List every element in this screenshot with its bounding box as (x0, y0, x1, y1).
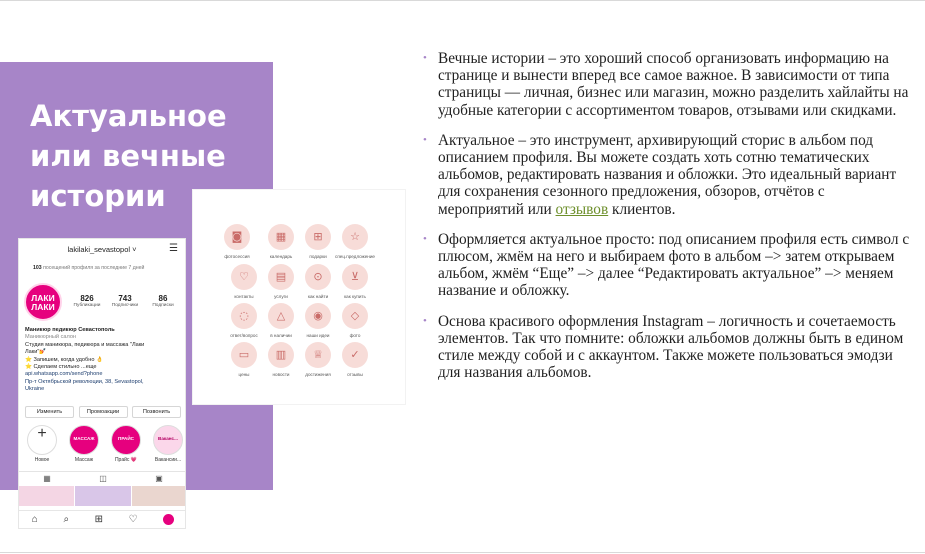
highlight-price[interactable] (107, 425, 145, 463)
instagram-profile-screenshot (18, 238, 186, 529)
heart-icon: ♡ (231, 264, 257, 290)
bullet-paragraph-1: • Вечные истории – это хороший способ организовать информацию на странице и вынести вперед все самое важное. В зависимости от типа страницы — личная, бизнес или магазин, можно разделить хайлайты на удобные категории с ассортиментом товаров, отзывами или скидками. (423, 50, 913, 119)
highlight-cover-item (335, 264, 375, 299)
avatar-logo-line-1: ЛАКИ (31, 293, 55, 303)
icon-label: календарь (269, 254, 293, 259)
highlight-cover: МАССАЖ (69, 425, 99, 455)
highlight-massage[interactable] (65, 425, 103, 463)
slide-body-text (423, 50, 913, 394)
reviews-link[interactable]: отзывов (555, 200, 609, 218)
reels-icon[interactable]: ◫ (99, 473, 107, 483)
icon-label: в наличии (270, 333, 292, 338)
icon-label: фотосессия (224, 254, 250, 259)
profile-avatar-icon[interactable] (163, 514, 174, 525)
grid-icon[interactable]: ▦ (43, 473, 51, 483)
gift-icon: ⊞ (305, 224, 331, 250)
bio-address-1[interactable]: Пр-т Октябрьской революции, 38, Sevastopol, (25, 378, 144, 385)
profile-stats (69, 294, 181, 308)
profile-tabs (19, 471, 186, 484)
profile-header (19, 239, 185, 261)
document-icon: ▤ (268, 264, 294, 290)
bullet-paragraph-2 (423, 132, 913, 218)
home-icon[interactable]: ⌂ (31, 514, 38, 525)
highlight-cover-item (335, 224, 375, 259)
post-thumbnail[interactable] (75, 486, 130, 506)
bullet-paragraph-4: • Основа красивого оформления Instagram – логичность и сочетаемость элементов. Так что помните: обложки альбомов должны быть в едином стиле между собой и с аккаунтом. Также можете пользоваться эмодзи для названия альбомов. (423, 313, 913, 382)
stat-following-count: 86 (158, 294, 168, 303)
highlight-cover-item (298, 264, 338, 299)
avatar-logo-line-2: ЛАКИ (31, 302, 55, 312)
highlight-cover-item (261, 303, 301, 338)
highlight-label: Вакансии... (154, 457, 182, 463)
camera-icon: ◙ (224, 224, 250, 250)
title-line-1: Актуальное (30, 99, 227, 133)
calendar-icon: ▦ (268, 224, 294, 250)
bio-category: Маникюрный салон (25, 334, 77, 341)
post-grid (19, 486, 186, 506)
call-button[interactable]: Позвонить (132, 406, 181, 418)
edit-profile-button[interactable]: Изменить (25, 406, 74, 418)
highlight-cover: ПРАЙС (111, 425, 141, 455)
icon-label: услуги (274, 294, 288, 299)
cart-icon: ⊻ (342, 264, 368, 290)
tag-icon: ◇ (342, 303, 368, 329)
profile-bio (25, 327, 185, 394)
lightbulb-icon: ◉ (305, 303, 331, 329)
chat-icon: ◌ (231, 303, 257, 329)
icon-label: контакты (234, 294, 254, 299)
bio-line-2: Лаки"💅 (25, 349, 47, 356)
bullet-paragraph-3: • Оформляется актуальное просто: под описанием профиля есть символ с плюсом, жмём на него и выбираем фото в альбом –> затем открываем альбом, жмём “Еще” –> далее “Редактировать актуальное” –> меняем название и обложку. (423, 231, 913, 300)
highlight-cover-item (261, 264, 301, 299)
stat-following-label: Подписки (152, 303, 174, 308)
highlight-cover-item (224, 303, 264, 338)
avatar[interactable] (24, 283, 62, 321)
icon-label: фото (349, 333, 361, 338)
plus-icon: + (27, 425, 57, 455)
hamburger-menu-icon[interactable]: ☰ (169, 243, 178, 254)
hanger-icon: △ (268, 303, 294, 329)
bottom-divider (0, 552, 925, 553)
highlight-cover: Ваканс... (153, 425, 183, 455)
promotions-button[interactable]: Промоакции (79, 406, 128, 418)
profile-username[interactable]: lakilaki_sevastopol ˅ (67, 245, 137, 254)
highlight-cover-item (217, 224, 257, 259)
tagged-icon[interactable]: ▣ (155, 473, 163, 483)
title-line-2: или вечные (30, 139, 226, 173)
icon-label: ответ/вопрос (230, 333, 258, 338)
highlight-cover-item (298, 303, 338, 338)
stat-followers[interactable] (107, 294, 143, 308)
trophy-icon: ♕ (305, 342, 331, 368)
icon-label: достижения (305, 372, 331, 377)
icon-label: отзывы (347, 372, 363, 377)
stat-posts-label: Публикации (73, 303, 101, 308)
highlights-row (23, 425, 186, 463)
bio-link[interactable]: api.whatsapp.com/send?phone (25, 371, 103, 378)
stat-posts[interactable] (69, 294, 105, 308)
highlight-covers-card (193, 190, 405, 404)
highlight-cover-item (335, 303, 375, 338)
visits-text: посещений профиля за последние 7 дней (43, 265, 145, 271)
heart-icon[interactable]: ♡ (128, 514, 138, 525)
stat-following[interactable] (145, 294, 181, 308)
highlight-new[interactable] (23, 425, 61, 463)
paragraph-2-tail: клиентов. (608, 200, 676, 218)
icon-label: наши идеи (306, 333, 330, 338)
stat-followers-label: Подписчики (111, 303, 139, 308)
icon-label: спец.предложение (335, 254, 375, 259)
profile-action-buttons (25, 406, 181, 418)
location-icon: ⊙ (305, 264, 331, 290)
highlight-label: Массаж (74, 457, 94, 463)
highlight-cover-item (224, 264, 264, 299)
highlight-cover-item (298, 224, 338, 259)
icon-label: цены (238, 372, 250, 377)
bio-line-1: Студия маникюра, педикюра и массажа "Лаки (25, 341, 145, 348)
icon-label: новости (272, 372, 290, 377)
top-divider (0, 0, 925, 1)
bottom-nav (19, 510, 186, 528)
icon-label: подарки (309, 254, 327, 259)
highlight-cover-item (224, 342, 264, 377)
highlight-vacancies[interactable] (149, 425, 186, 463)
post-thumbnail[interactable] (19, 486, 74, 506)
stat-posts-count: 826 (80, 294, 94, 303)
icon-label: как найти (307, 294, 329, 299)
icon-label: как купить (344, 294, 366, 299)
highlight-label: Прайс 💗 (114, 457, 138, 463)
highlight-cover-item (261, 224, 301, 259)
add-post-icon[interactable]: ⊞ (94, 514, 104, 525)
profile-visits (33, 265, 144, 271)
news-icon: ▥ (268, 342, 294, 368)
highlight-cover-item (335, 342, 375, 377)
highlight-cover-item (298, 342, 338, 377)
highlight-cover-item (261, 342, 301, 377)
star-icon: ☆ (342, 224, 368, 250)
search-icon[interactable]: ⌕ (63, 514, 70, 525)
visits-count: 103 (33, 265, 42, 271)
highlight-label: Новое (34, 457, 50, 463)
title-line-3: истории (30, 179, 166, 213)
post-thumbnail[interactable] (132, 486, 186, 506)
stat-followers-count: 743 (118, 294, 132, 303)
thumbs-up-icon: ✓ (342, 342, 368, 368)
paragraph-2-text: Актуальное – это инструмент, архивирующий сторис в альбом под описанием профиля. Вы можете создать хоть сотню тематических альбомов, редактировать названия и обложки. Это идеальный вариант для сохранения сезонного предложения, обзоров, отчётов с мероприятий или (438, 131, 897, 218)
bio-name: Маникюр педикюр Севастополь (25, 327, 115, 333)
bio-line-3: ⭐ Запишем, когда удобно 👌 (25, 356, 103, 363)
bio-address-2[interactable]: Ukraine (25, 386, 45, 393)
bio-line-4[interactable]: ⭐ Сделаем стильно ...еще (25, 364, 97, 371)
wallet-icon: ▭ (231, 342, 257, 368)
